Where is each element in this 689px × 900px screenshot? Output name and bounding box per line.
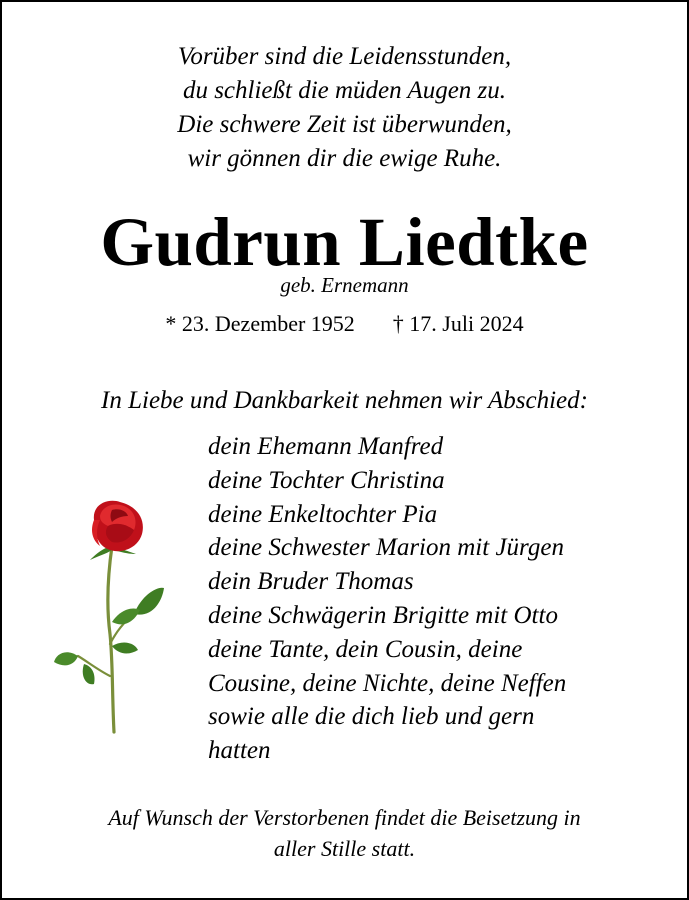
- mourner-line: deine Tante, dein Cousin, deine: [208, 635, 523, 663]
- mourner-line: sowie alle die dich lieb und gern: [208, 703, 535, 731]
- mourner-line: dein Ehemann Manfred: [208, 433, 444, 460]
- mourner-line: Cousine, deine Nichte, deine Neffen: [208, 669, 567, 697]
- poem-line: Vorüber sind die Leidensstunden,: [177, 43, 512, 70]
- poem-line: Die schwere Zeit ist überwunden,: [177, 111, 512, 138]
- closing-note: [2, 802, 687, 864]
- mourner-line: dein Bruder Thomas: [208, 568, 414, 596]
- birth-date: * 23. Dezember 1952: [165, 311, 355, 336]
- red-rose-icon: [50, 494, 170, 734]
- farewell-line: In Liebe und Dankbarkeit nehmen wir Abschied:: [101, 387, 588, 414]
- poem: [2, 40, 687, 176]
- death-date: † 17. Juli 2024: [392, 311, 524, 336]
- deceased-name: Gudrun Liedtke: [100, 204, 589, 280]
- poem-line: du schließt die müden Augen zu.: [182, 77, 507, 104]
- mourner-line: deine Schwägerin Brigitte mit Otto: [208, 601, 558, 629]
- poem-line: wir gönnen dir die ewige Ruhe.: [187, 145, 502, 172]
- maiden-name: geb. Ernemann: [280, 273, 409, 297]
- mourners-list: [208, 430, 678, 768]
- closing-line: Auf Wunsch der Verstorbenen findet die Beisetzung in: [108, 805, 581, 830]
- mourner-line: deine Tochter Christina: [208, 466, 445, 494]
- mourner-line: hatten: [208, 737, 271, 765]
- mourner-line: deine Enkeltochter Pia: [208, 500, 438, 528]
- mourner-line: deine Schwester Marion mit Jürgen: [208, 534, 564, 562]
- life-dates: [2, 309, 687, 339]
- closing-line: aller Stille statt.: [273, 836, 416, 861]
